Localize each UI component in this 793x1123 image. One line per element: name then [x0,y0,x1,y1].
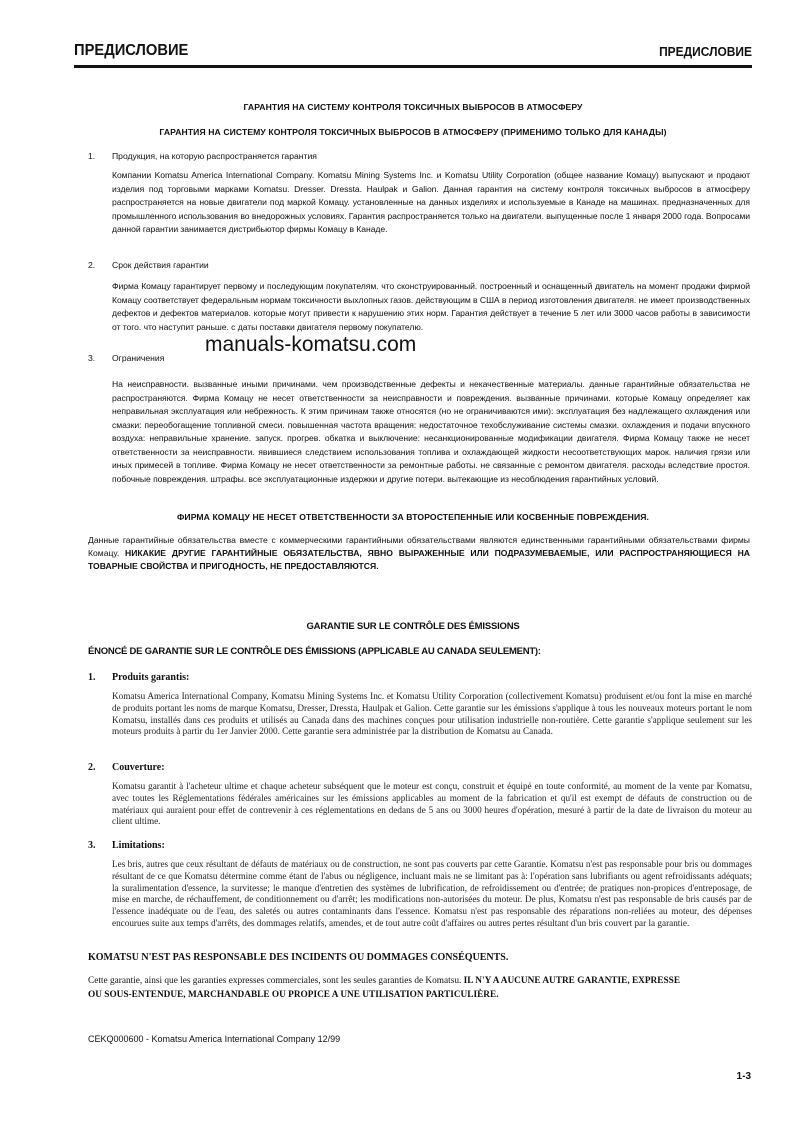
ru-section-text: На неисправности. вызванные иными причинами. чем производственные дефекты и некачественные материалы. данные гарантийные обязательства не распространяются. Фирма Комацу не несет ответственности за неисправности и повреждения. вызванные причинами. которые Комацу определяет как неправильная эксплуатация или небрежность. К этим причинам также относятся (но не ограничиваются ими): эксплуатация без надлежащего охлаждения или смазки: переобогащение топливной смеси. повышенная частота вращения: недостаточное техобслуживание системы смазки. охлаждения и подачи впускного воздуха: неправильные хранение. запуск. прогрев. обкатка и выключение: несанкционированные модификации двигателя. Фирма Комацу также не несет ответственности за неисправности. явившиеся следствием использования топлива и охлаждающей жидкости несоответствующих марок. наличия грязи или иных примесей в топливе. Фирма Комацу не несет ответственности за ремонтные работы. не связанные с ремонтом двигателя. расходы вследствие простоя. побочные повреждения. штрафы. все эксплуатационные издержки и другие потери. вытекающие из несоблюдения гарантийных условий. [112,379,750,484]
fr-section-heading: Couverture: [112,762,165,773]
fr-subtitle: ÉNONCÉ DE GARANTIE SUR LE CONTRÔLE DES ÉMISSIONS (APPLICABLE AU CANADA SEULEMENT): [88,646,541,657]
watermark: manuals-komatsu.com [205,333,417,356]
ru-section-text: Фирма Комацу гарантирует первому и последующим покупателям. что сконструированный. построенный и оснащенный двигатель на момент продажи фирмой Комацу соответствует федеральным нормам токсичности выхлопных газов. действующим в США в период изготовления двигателя. не имеет производственных дефектов и дефектов материалов. которые могут привести к нарушению этих норм. Гарантия действует в течение 5 лет или 3000 часов работы в зависимости от того. что наступит раньше. с даты поставки двигателя первому покупателю. [112,281,751,332]
fr-section-text: Komatsu garantit à l'acheteur ultime et chaque acheteur subséquent que le moteur est conçu, construit et équipé en toute conformité, au moment de la vente par Komatsu, avec toutes les Réglementations fédérales américaines sur les émissions applicables au moment de la fabrication et qu'il est exempt de défauts de construction ou de matériaux qui auraient pour effet de contrevenir à ces réglementations en dedans de 5 ans ou 3000 heures d'opération, mesuré à partir de la date de livraison du moteur au client ultime. [112,781,752,827]
header-title-right: ПРЕДИСЛОВИЕ [659,44,752,59]
fr-title: GARANTIE SUR LE CONTRÔLE DES ÉMISSIONS [306,621,520,632]
fr-section-number: 1. [88,672,96,683]
fr-final-bold: IL N'Y A AUCUNE AUTRE GARANTIE, EXPRESSE OU SOUS-ENTENDUE, MARCHANDABLE OU PROPICE A UNE UTILISATION PARTICULIÈRE. [88,976,681,1000]
page-number: 1-3 [736,1071,751,1082]
ru-disclaimer: ФИРМА КОМАЦУ НЕ НЕСЕТ ОТВЕТСТВЕННОСТИ ЗА ВТОРОСТЕПЕННЫЕ ИЛИ КОСВЕННЫЕ ПОВРЕЖДЕНИЯ. [176,512,650,522]
fr-section-number: 2. [88,762,96,773]
fr-section-text: Les bris, autres que ceux résultant de défauts de matériaux ou de construction, ne sont pas couverts par cette Garantie. Komatsu n'est pas responsable pour bris ou dommages résultant de ce que Komatsu détermine comme étant de l'abus ou négligence, incluant mais ne se limitant pas à: l'opération sans lubrifiants ou agent refroidissants adéquats; la suralimentation d'essence, la survitesse; le manque d'entretien des systèmes de lubrification, de refroidissement ou d'entrée; de pratiques non-propices d'entreposage, de mise en marche, de réchauffement, de conditionnement ou d'arrêt; les modifications non-autorisées du moteur. De plus, Komatsu n'est pas responsable de bris causés par de l'essence inadéquate ou de l'eau, des saletés ou autres contaminants dans l'essence. Komatsu n'est pas responsable des réparations non-reliées au moteur, des dépenses encourues suite aux temps d'arrêts, des dommages relatifs, amendes, et de tout autre coût d'affaires ou autres pertes résultant d'un bris couvert par la garantie. [112,859,752,928]
ru-section-heading: Срок действия гарантии [112,260,209,270]
fr-section-number: 3. [88,840,96,851]
ru-final-bold: НИКАКИЕ ДРУГИЕ ГАРАНТИЙНЫЕ ОБЯЗАТЕЛЬСТВА, ЯВНО ВЫРАЖЕННЫЕ ИЛИ ПОДРАЗУМЕВАЕМЫЕ, ИЛИ РАСПРОСТРАНЯЮЩИЕСЯ НА ТОВАРНЫЕ СВОЙСТВА И ПРИГОДНОСТЬ, НЕ ПРЕДОСТАВЛЯЮТСЯ. [88,548,750,571]
document-reference: CEKQ000600 - Komatsu America International Company 12/99 [88,1034,341,1044]
fr-final-paragraph [88,975,688,1002]
header-title-left: ПРЕДИСЛОВИЕ [74,42,189,59]
fr-section-text: Komatsu America International Company, Komatsu Mining Systems Inc. et Komatsu Utility Corporation (collectivement Komatsu) produisent et/ou font la mise en marché de produits portant les noms de marque Komatsu, Dresser, Dressta, Haulpak et Galion. Cette garantie sur les émissions s'applique à tous les nouveaux moteurs portant le nom Komatsu, installés dans ces produits et utilisés au Canada dans des machines conçues pour utilisation industrielle non-routière. Cette garantie s'applique seulement sur les moteurs produits à partir du 1er Janvier 2000. Cette garantie sera administrée par la distribution de Komatsu au Canada. [112,691,752,737]
ru-section-number: 2. [88,260,96,270]
fr-disclaimer: KOMATSU N'EST PAS RESPONSABLE DES INCIDENTS OU DOMMAGES CONSÉQUENTS. [88,952,509,963]
ru-final-paragraph [88,534,750,573]
ru-section-heading: Ограничения [112,353,165,363]
ru-section-text: Компании Komatsu America International Company. Komatsu Mining Systems Inc. и Komatsu Utility Corporation (общее название Комацу) выпускают и продают изделия под торговыми марками Komatsu. Dresser. Dressta. Haulpak и Galion. Данная гарантия на систему контроля токсичных выбросов в атмосферу распространяется на новые двигатели под маркой Комацу. установленные на данных изделиях и используемые в Канаде на машинах. предназначенных для промышленного использования во внедорожных условиях. Гарантия распространяется только на двигатели. выпущенные после 1 января 2000 года. Вопросами данной гарантии занимается дистрибьютор фирмы Комацу в Канаде. [112,170,750,234]
fr-section-heading: Produits garantis: [112,672,190,683]
fr-final-text: Cette garantie, ainsi que les garanties expresses commerciales, sont les seules garanties de Komatsu. [88,976,464,986]
ru-title: ГАРАНТИЯ НА СИСТЕМУ КОНТРОЛЯ ТОКСИЧНЫХ ВЫБРОСОВ В АТМОСФЕРУ [243,102,583,112]
ru-subtitle: ГАРАНТИЯ НА СИСТЕМУ КОНТРОЛЯ ТОКСИЧНЫХ ВЫБРОСОВ В АТМОСФЕРУ (ПРИМЕНИМО ТОЛЬКО ДЛЯ КАНАДЫ) [159,127,667,137]
ru-section-number: 1. [88,151,96,161]
header-divider [74,65,752,68]
ru-final-text: Данные гарантийные обязательства вместе с коммерческими гарантийными обязательствами являются единственными гарантийными обязательствами фирмы Комацу. [88,535,750,558]
ru-section-heading: Продукция, на которую распространяется гарантия [112,151,317,161]
ru-section-number: 3. [88,353,96,363]
fr-section-heading: Limitations: [112,840,165,851]
